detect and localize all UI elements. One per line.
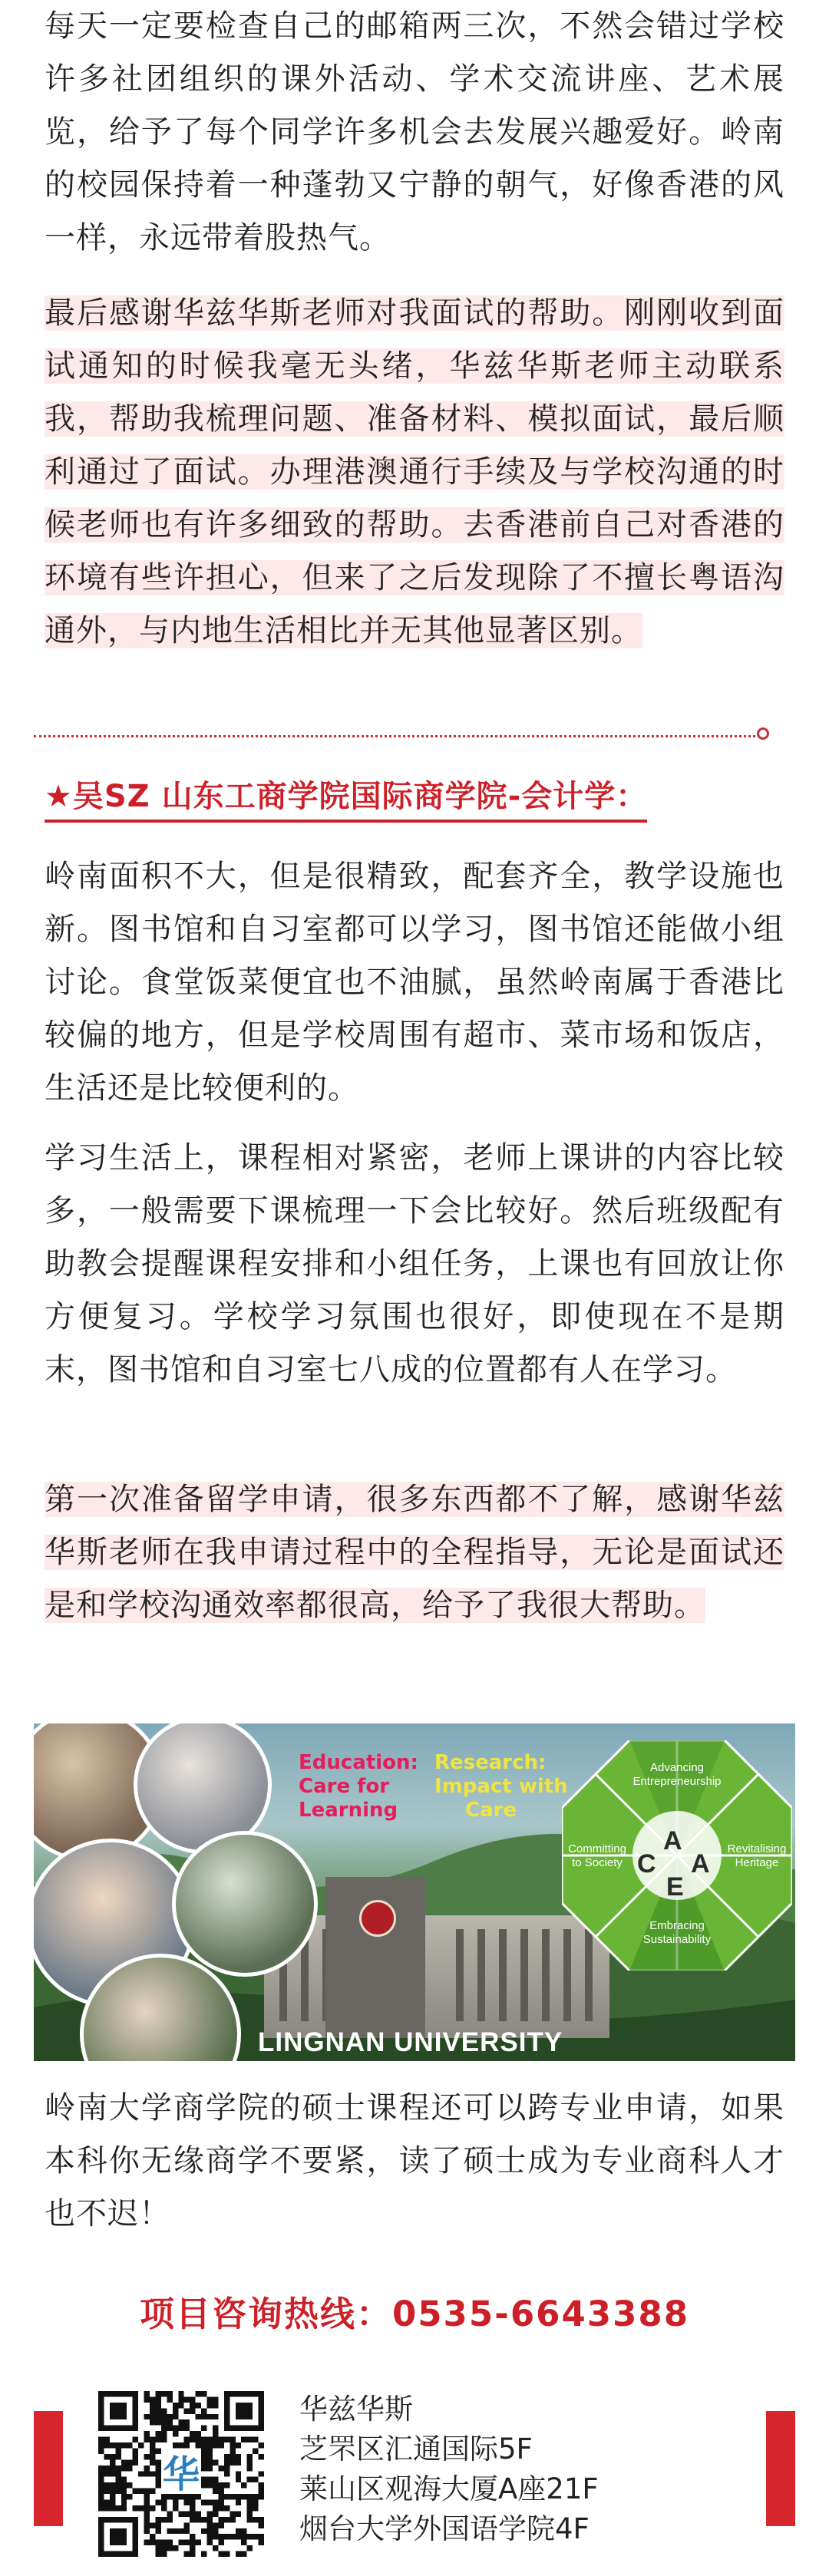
paragraph-campus-activities: 每天一定要检查自己的邮箱两三次，不然会错过学校许多社团组织的课外活动、学术交流讲座、艺术展览，给予了每个同学许多机会去发展兴趣爱好。岭南的校园保持着一种蓬勃又宁静的朝气，好像香港的风一样，永远带着股热气。 — [45, 8, 784, 256]
oct-label-revitalising: Revitalising — [727, 1842, 787, 1855]
oct-letter-c: C — [637, 1849, 656, 1878]
lingnan-banner-image — [34, 1723, 795, 2061]
paragraph-study-life: 学习生活上，课程相对紧密，老师上课讲的内容比较多，一般需要下课梳理一下会比较好。然后班级配有助教会提醒课程安排和小组任务，上课也有回放让你方便复习。学校学习氛围也很好，即使现在不是期末，图书馆和自习室七八成的位置都有人在学习。 — [45, 1140, 784, 1387]
oct-label-embracing: Embracing — [649, 1919, 705, 1932]
paragraph-thanks-interview: 最后感谢华兹华斯老师对我面试的帮助。刚刚收到面试通知的时候我毫无头绪，华兹华斯老师主动联系我，帮助我梳理问题、准备材料、模拟面试，最后顺利通过了面试。办理港澳通行手续及与学校沟通的时候老师也有许多细致的帮助。去香港前自己对香港的环境有些许担心，但来了之后发现除了不擅长粤语沟通外，与内地生活相比并无其他显著区别。 — [45, 295, 784, 648]
oct-label-entrepreneurship: Entrepreneurship — [632, 1775, 722, 1788]
left-red-bar — [34, 2411, 63, 2526]
oct-label-sustainability: Sustainability — [642, 1933, 712, 1946]
paragraph-cross-major: 岭南大学商学院的硕士课程还可以跨专业申请，如果本科你无缘商学不要紧，读了硕士成为专业商科人才也不迟！ — [45, 2090, 784, 2231]
oct-letter-a-right: A — [691, 1849, 710, 1878]
oct-letter-a-top: A — [663, 1826, 682, 1855]
paragraph-thanks-application: 第一次准备留学申请，很多东西都不了解，感谢华兹华斯老师在我申请过程中的全程指导，无论是面试还是和学校沟通效率都很高，给予了我很大帮助。 — [45, 1482, 784, 1623]
banner-building — [264, 1915, 609, 2038]
qr-center-logo: 华 — [162, 2453, 200, 2497]
banner-education-slogan: Education: Care for Learning — [299, 1751, 418, 1822]
oct-label-committing: Committing — [568, 1842, 626, 1855]
oct-label-advancing: Advancing — [649, 1761, 705, 1774]
section-divider — [34, 735, 760, 737]
contact-address-3: 烟台大学外国语学院4F — [299, 2512, 590, 2545]
contact-address-2: 莱山区观海大厦A座21F — [299, 2472, 599, 2505]
contact-block — [299, 2390, 599, 2549]
oct-label-heritage: Heritage — [735, 1856, 779, 1869]
banner-tower — [325, 1877, 425, 2038]
contact-address-1: 芝罘区汇通国际5F — [299, 2433, 533, 2466]
university-emblem-icon — [359, 1900, 396, 1937]
paragraph-campus-facilities: 岭南面积不大，但是很精致，配套齐全，教学设施也新。图书馆和自习室都可以学习，图书馆还能做小组讨论。食堂饭菜便宜也不油腻，虽然岭南属于香港比较偏的地方，但是学校周围有超市、菜市场和饭店，生活还是比较便利的。 — [45, 859, 784, 1106]
contact-company-name: 华兹华斯 — [299, 2393, 413, 2426]
photo-students-3 — [172, 1831, 318, 1977]
banner-research-slogan: Research: Impact with Care — [434, 1751, 568, 1822]
right-red-bar — [766, 2411, 795, 2526]
student-heading: ★吴SZ 山东工商学院国际商学院-会计学： — [45, 775, 647, 823]
banner-university-name: LINGNAN UNIVERSITY — [258, 2027, 563, 2057]
divider-end-dot — [757, 727, 769, 740]
oct-label-to-society: to Society — [572, 1856, 623, 1869]
consult-hotline[interactable]: 项目咨询热线：0535-6643388 — [139, 2294, 690, 2334]
acae-octagon-diagram — [562, 1740, 792, 1971]
qr-code-icon[interactable] — [98, 2391, 264, 2557]
oct-letter-e: E — [666, 1872, 684, 1901]
